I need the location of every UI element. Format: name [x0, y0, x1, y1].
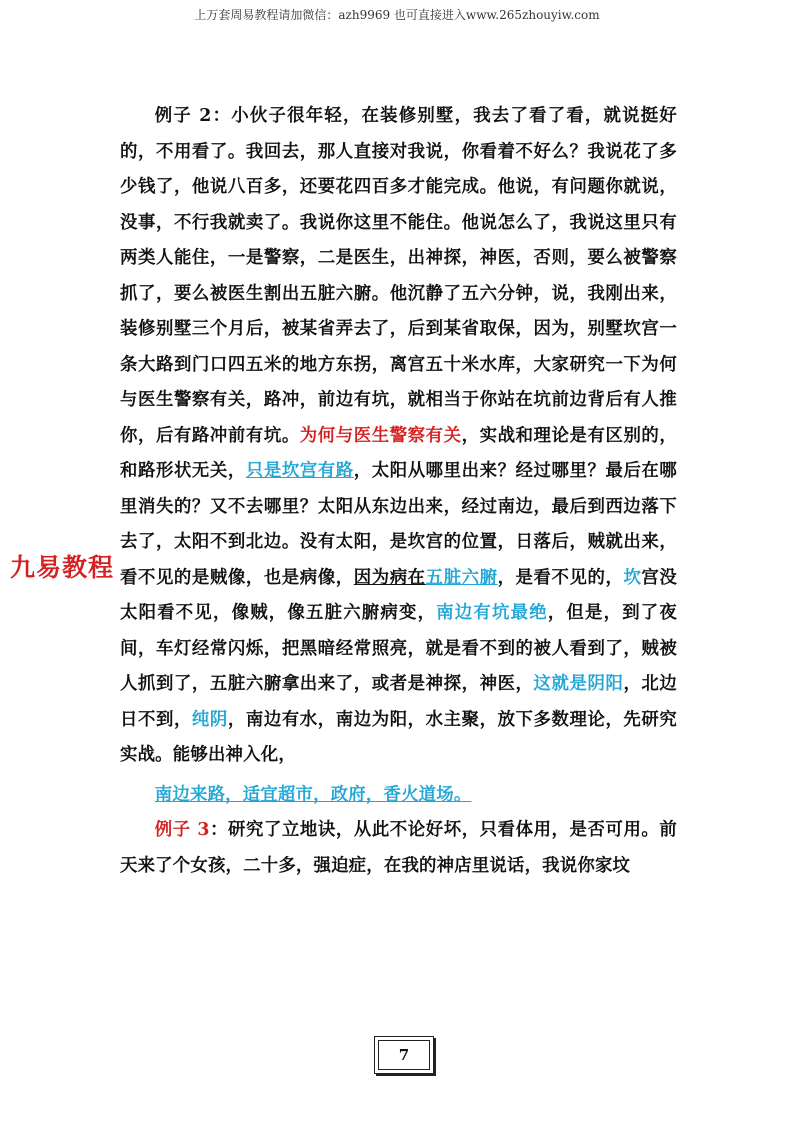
text-run: ，太阳从哪里出来？经过哪里？最后在哪里消失的？又不去哪里？太阳从东边出来，经过南边，最后到西边落下去了，太阳不到北边。没有太阳，是坎宫的位置，日落后，贼就出来，看不见的是贼像，也是病像， [120, 461, 677, 588]
highlight-blue-text: 坎 [623, 567, 642, 588]
document-body [120, 99, 677, 884]
highlight-blue-text: 纯阴 [191, 709, 228, 730]
paragraph-example-3 [120, 813, 677, 884]
highlight-blue-underlined-text: 只是坎宫有路 [245, 461, 354, 481]
highlight-red-text: 为何与医生警察有关 [299, 425, 462, 446]
highlight-blue-underlined-text: 五脏六腑 [425, 567, 498, 588]
text-run: ，北边日不到， [120, 674, 677, 730]
page-number-box [374, 1036, 434, 1074]
text-run: ，是看不见的， [497, 567, 624, 588]
page-header: 上万套周易教程请加微信：azh9969 也可直接进入www.265zhouyiw.com [194, 8, 600, 22]
highlight-blue-underlined-text: 南边来路，适宜超市，政府，香火道场。 [154, 784, 472, 805]
underlined-text: 因为病在 [353, 567, 426, 588]
example-label: 例子 3 [154, 820, 210, 840]
highlight-blue-text: 这就是阴阳 [533, 674, 624, 694]
paragraph-south-road [120, 778, 677, 814]
text-run: ，但是，到了夜间，车灯经常闪烁，把黑暗经常照亮，就是看不到的被人看到了，贼被人抓到了，五脏六腑拿出来了，或者是神探，神医， [120, 603, 678, 694]
highlight-blue-text: 南边有坑最绝 [436, 603, 548, 623]
text-run: ，实战和理论是有区别的，和路形状无关， [120, 425, 677, 481]
text-run: ，南边有水，南边为阳，水主聚，放下多数理论，先研究实战。能够出神入化， [120, 709, 677, 765]
paragraph-example-2 [120, 99, 677, 774]
text-run: ：研究了立地诀，从此不论好坏，只看体用，是否可用。前天来了个女孩，二十多，强迫症，在我的神店里说话，我说你家坟 [120, 820, 677, 876]
text-run: 例子 2：小伙子很年轻，在装修别墅，我去了看了看，就说挺好的，不用看了。我回去，那人直接对我说，你看着不好么？我说花了多少钱了，他说八百多，还要花四百多才能完成。他说，有问题你就说，没事，不行我就卖了。我说你这里不能住。他说怎么了，我说这里只有两类人能住，一是警察，二是医生，出神探，神医，否则，要么被警察抓了，要么被医生割出五脏六腑。他沉静了五六分钟，说，我刚出来，装修别墅三个月后，被某省弄去了，后到某省取保，因为，别墅坎宫一条大路到门口四五米的地方东拐，离宫五十米水库，大家研究一下为何与医生警察有关，路冲，前边有坑，就相当于你站在坑前边背后有人推你，后有路冲前有坑。 [120, 106, 677, 446]
watermark-logo: 九易教程 [10, 553, 115, 582]
page-number: 7 [378, 1040, 430, 1070]
text-run: 宫没太阳看不见，像贼，像五脏六腑病变， [120, 567, 677, 623]
